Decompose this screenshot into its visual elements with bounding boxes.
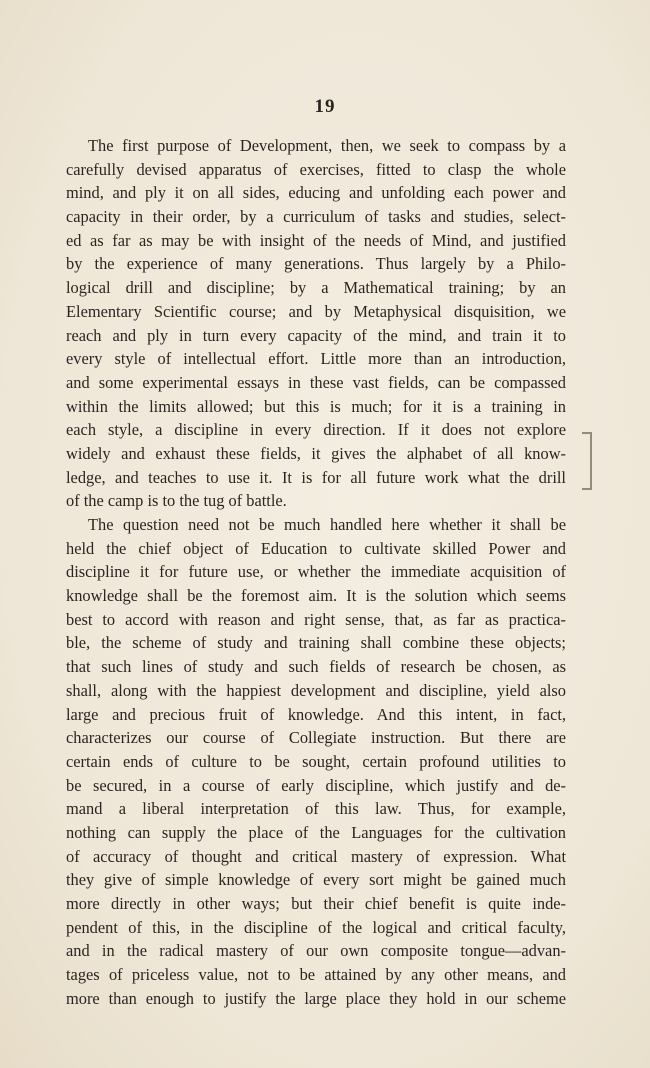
text-line: capacity in their order, by a curriculum of tasks and studies, select- bbox=[66, 207, 566, 227]
text-line: logical drill and discipline; by a Mathematical training; by an bbox=[66, 278, 566, 298]
text-line: nothing can supply the place of the Languages for the cultivation bbox=[66, 822, 566, 842]
text-line: certain ends of culture to be sought, certain profound utilities to bbox=[66, 751, 566, 771]
text-line: shall, along with the happiest development and discipline, yield also bbox=[66, 680, 566, 700]
text-line: characterizes our course of Collegiate instruction. But there are bbox=[66, 728, 566, 748]
text-line: large and precious fruit of knowledge. And this intent, in fact, bbox=[66, 704, 566, 724]
text-line: tages of priceless value, not to be attained by any other means, and bbox=[66, 965, 566, 985]
text-line: carefully devised apparatus of exercises, fitted to clasp the whole bbox=[66, 159, 566, 179]
text-line: Elementary Scientific course; and by Metaphysical disquisition, we bbox=[66, 301, 566, 321]
text-line: they give of simple knowledge of every sort might be gained much bbox=[66, 870, 566, 890]
text-line: each style, a discipline in every direction. If it does not explore bbox=[66, 420, 566, 440]
body-text bbox=[66, 134, 566, 1010]
text-line: best to accord with reason and right sense, that, as far as practica- bbox=[66, 609, 566, 629]
text-line: discipline it for future use, or whether the immediate acquisition of bbox=[66, 562, 566, 582]
text-line: every style of intellectual effort. Little more than an introduction, bbox=[66, 349, 566, 369]
text-line: The first purpose of Development, then, we seek to compass by a bbox=[88, 136, 566, 155]
page-number: 19 bbox=[314, 96, 336, 117]
text-line: and some experimental essays in these vast fields, can be compassed bbox=[66, 372, 566, 392]
text-line: more than enough to justify the large place they hold in our scheme bbox=[66, 988, 566, 1008]
text-line: ble, the scheme of study and training shall combine these objects; bbox=[66, 633, 566, 653]
text-line: ed as far as may be with insight of the needs of Mind, and justified bbox=[66, 230, 566, 250]
text-line: and in the radical mastery of our own composite tongue—advan- bbox=[66, 941, 566, 961]
text-line: mind, and ply it on all sides, educing and unfolding each power and bbox=[66, 183, 566, 203]
text-line: of the camp is to the tug of battle. bbox=[66, 491, 287, 511]
text-line: pendent of this, in the discipline of the logical and critical faculty, bbox=[66, 917, 566, 937]
text-line: widely and exhaust these fields, it gives the alphabet of all know- bbox=[66, 443, 566, 463]
text-line: be secured, in a course of early discipline, which justify and de- bbox=[66, 775, 566, 795]
text-line: ledge, and teaches to use it. It is for all future work what the drill bbox=[66, 467, 566, 487]
text-line: within the limits allowed; but this is much; for it is a training in bbox=[66, 396, 566, 416]
text-line: mand a liberal interpretation of this law. Thus, for example, bbox=[66, 799, 566, 819]
margin-bracket-mark bbox=[582, 432, 592, 490]
text-line: of accuracy of thought and critical mastery of expression. What bbox=[66, 846, 566, 866]
text-line: held the chief object of Education to cultivate skilled Power and bbox=[66, 538, 566, 558]
text-line: by the experience of many generations. Thus largely by a Philo- bbox=[66, 254, 566, 274]
text-line: The question need not be much handled here whether it shall be bbox=[88, 515, 566, 534]
text-line: that such lines of study and such fields of research be chosen, as bbox=[66, 657, 566, 677]
text-line: knowledge shall be the foremost aim. It is the solution which seems bbox=[66, 586, 566, 606]
text-line: reach and ply in turn every capacity of the mind, and train it to bbox=[66, 325, 566, 345]
text-line: more directly in other ways; but their chief benefit is quite inde- bbox=[66, 894, 566, 913]
